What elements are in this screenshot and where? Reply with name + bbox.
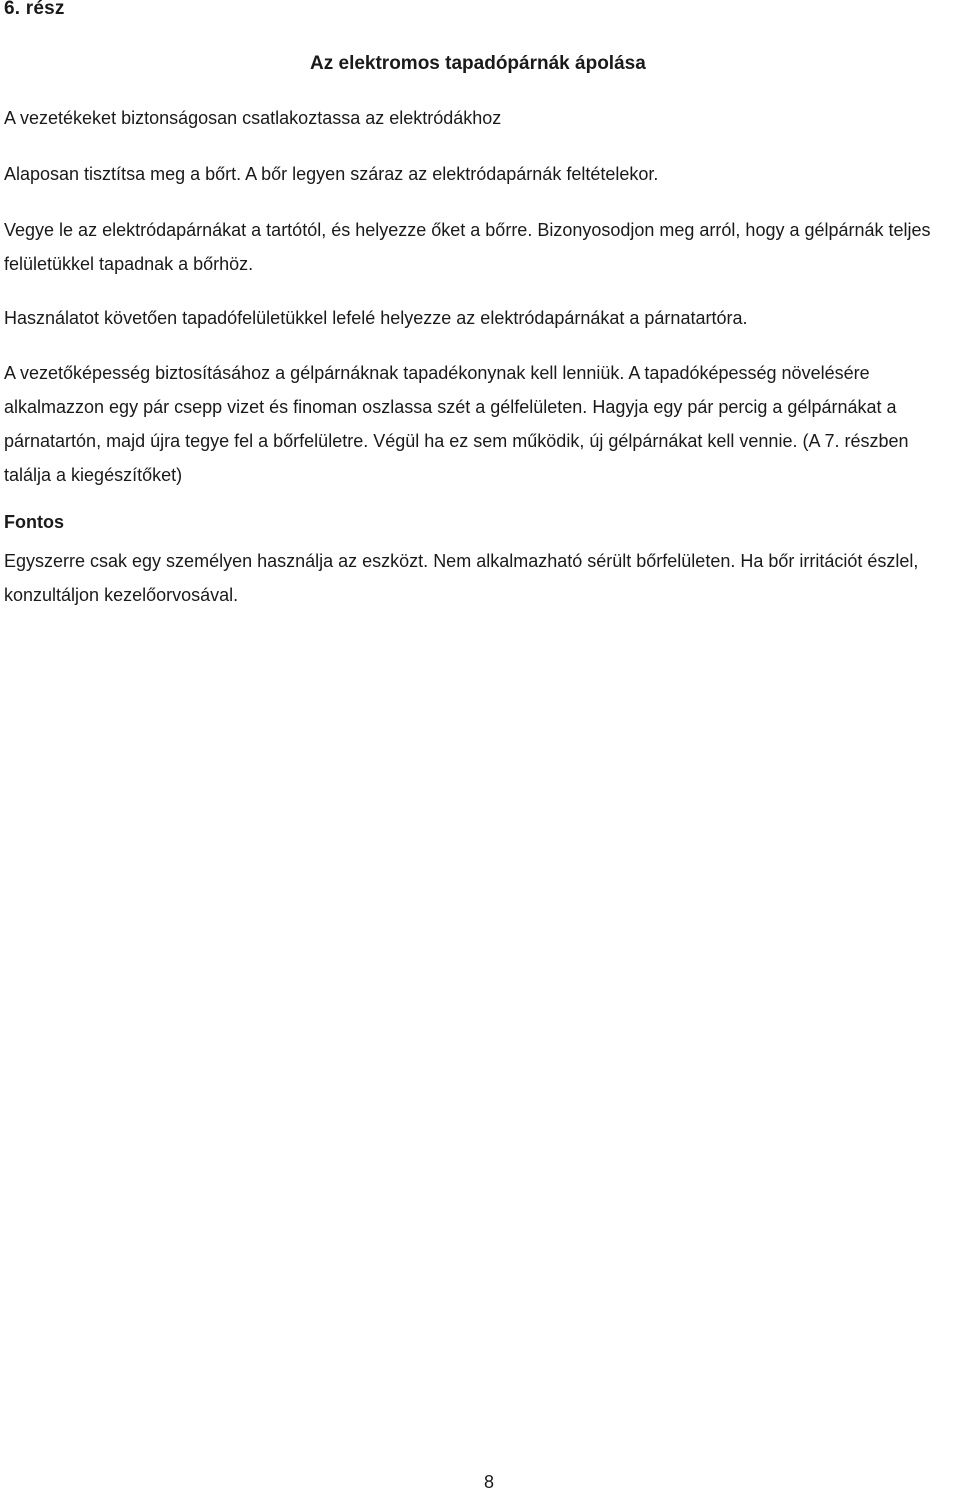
paragraph-conductivity: A vezetőképesség biztosításához a gélpárnáknak tapadékonynak kell lenniük. A tapadóképesség növelésére alkalmazzon egy pár csepp vizet és finoman oszlassa szét a gélfelületen. Hagyja egy pár percig a gélpárnákat a párnatartón, majd újra tegye fel a bőrfelületre. Végül ha ez sem működik, új gélpárnákat kell vennie. (A 7. részben találja a kiegészítőket) [4, 363, 909, 485]
paragraph-clean-skin: Alaposan tisztítsa meg a bőrt. A bőr legyen száraz az elektródapárnák feltételekor. [4, 164, 659, 184]
paragraph-connect-leads: A vezetékeket biztonságosan csatlakoztassa az elektródákhoz [4, 108, 502, 128]
paragraph-apply-pads: Vegye le az elektródapárnákat a tartótól, és helyezze őket a bőrre. Bizonyosodjon meg arról, hogy a gélpárnák teljes felületükkel tapadnak a bőrhöz. [4, 220, 931, 274]
important-heading: Fontos [4, 512, 64, 532]
page-number: 8 [484, 1472, 495, 1492]
paragraph-after-use: Használatot követően tapadófelületükkel lefelé helyezze az elektródapárnákat a párnatartóra. [4, 308, 748, 328]
important-text: Egyszerre csak egy személyen használja az eszközt. Nem alkalmazható sérült bőrfelületen. Ha bőr irritációt észlel, konzultáljon kezelőorvosával. [4, 551, 919, 605]
page-title: Az elektromos tapadópárnák ápolása [310, 53, 646, 74]
section-label: 6. rész [4, 0, 65, 19]
